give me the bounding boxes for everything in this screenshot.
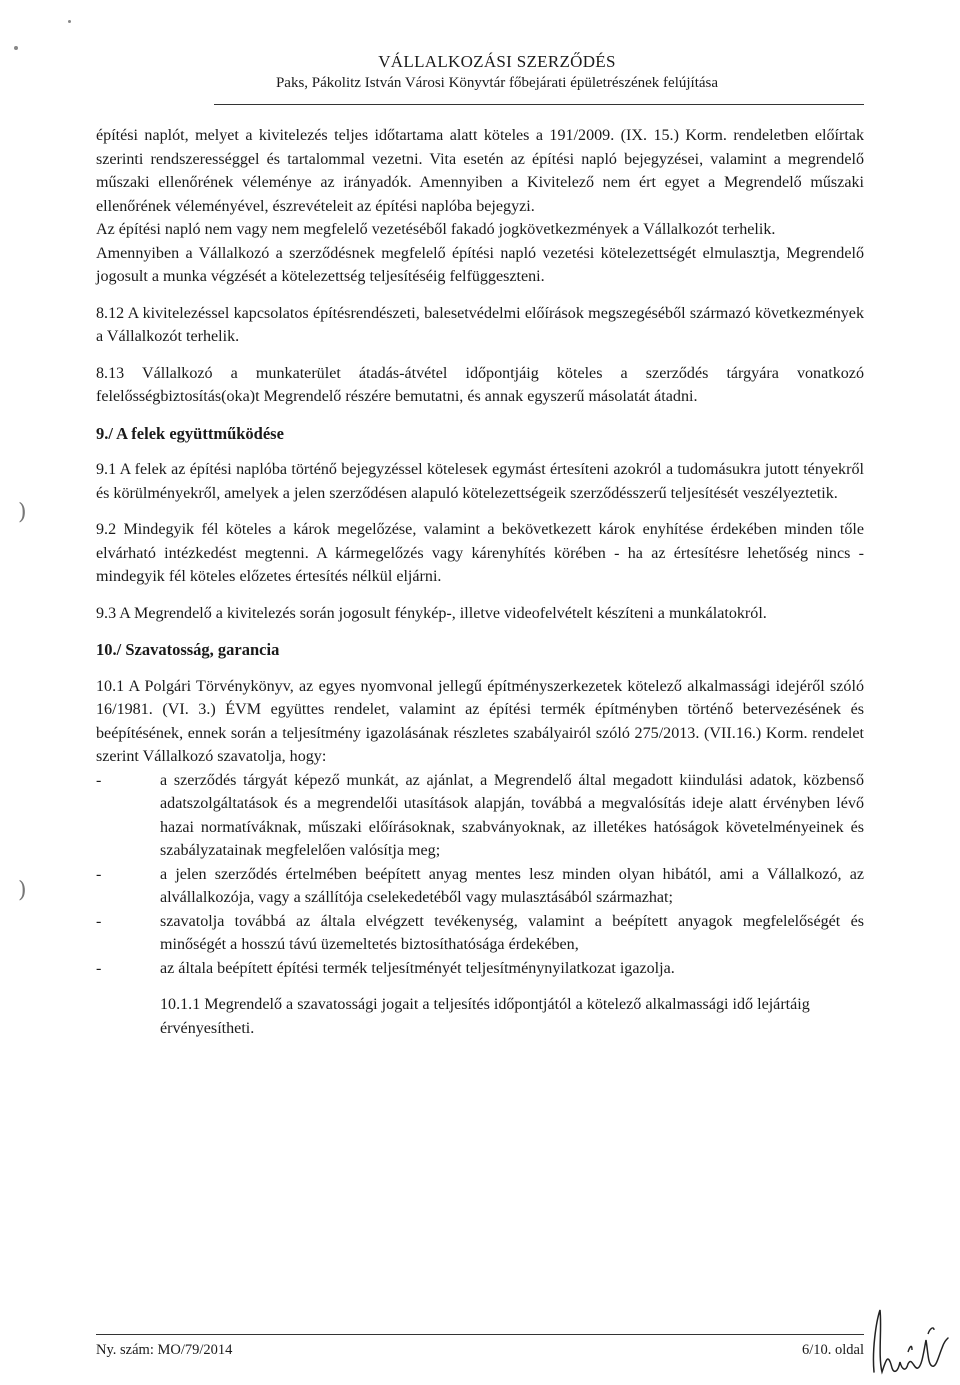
list-item-text: szavatolja továbbá az általa elvégzett tevékenység, valamint a beépített anyagok megfelelőségét és minőségét a hosszú távú üzemeltetés biztosíthatósága érdekében, <box>160 912 864 953</box>
list-item <box>96 910 864 957</box>
list-dash: - <box>96 912 102 930</box>
list-item-text: a jelen szerződés értelmében beépített anyag mentes lesz minden olyan hibától, ami a Vállalkozó, az alvállalkozója, vagy a szállítója cselekedetéből vagy mulasztásából származhat; <box>160 865 864 906</box>
list-item <box>96 863 864 910</box>
clause-10-1-1: 10.1.1 Megrendelő a szavatossági jogait a teljesítés időpontjától a kötelező alkalmassági idő lejártáig érvényesítheti. <box>160 996 810 1037</box>
warranty-list <box>96 769 864 981</box>
document-header <box>0 52 960 93</box>
clause-9-1: 9.1 A felek az építési naplóba történő bejegyzéssel kötelesek egymást értesíteni azokról a tudomásukra jutott tényekről és körülményekről, amelyek a jelen szerződésen alapuló kötelezettségeik szerződésszerű teljesítését veszélyeztetik. <box>96 461 864 502</box>
list-item <box>96 957 864 981</box>
clause-9-2: 9.2 Mindegyik fél köteles a károk megelőzése, valamint a bekövetkezett károk enyhítése érdekében minden tőle elvárható intézkedést megtenni. A kármegelőzés vagy kárenyhítés körében - ha az értesítésre lehetőség nincs - mindegyik fél köteles előzetes értesítés nélkül eljárni. <box>96 521 864 585</box>
list-dash: - <box>96 771 102 789</box>
document-body <box>96 124 864 1040</box>
clause-10-1: 10.1 A Polgári Törvénykönyv, az egyes nyomvonal jellegű építményszerkezetek kötelező alkalmassági idejéről szóló 16/1981. (VI. 3.) ÉVM együttes rendelet, valamint az építési termék építményben történő betervezésének és beépítésének, ennek során a teljesítmény igazolásának részletes szabályairól szóló 275/2013. (VII.16.) Korm. rendelet szerint Vállalkozó szavatolja, hogy: <box>96 677 864 765</box>
list-item-text: a szerződés tárgyát képező munkát, az ajánlat, a Megrendelő által megadott kiindulási adatok, közbenső adatszolgáltatások és a megrendelői utasítások alapján, továbbá a megvalósítás ideje alatt érvényben lévő hazai normatíváknak, műszaki előírásoknak, szabványoknak, az illetékes hatóságok követelményeinek és szabályzatainak megfelelően valósítja meg; <box>160 771 864 859</box>
scan-dot <box>14 46 18 50</box>
document-number: Ny. szám: MO/79/2014 <box>96 1342 233 1358</box>
clause-8-12: 8.12 A kivitelezéssel kapcsolatos építésrendészeti, balesetvédelmi előírások megszegéséből származó következmények a Vállalkozót terhelik. <box>96 304 864 345</box>
handwritten-signature <box>868 1300 952 1380</box>
document-subtitle: Paks, Pákolitz István Városi Könyvtár főbejárati épületrészének felújítása <box>275 75 719 91</box>
punch-hole-mark: ) <box>18 878 27 903</box>
paragraph-log-suspension: Amennyiben a Vállalkozó a szerződésnek megfelelő építési napló vezetési kötelezettségét elmulasztja, Megrendelő jogosult a munka végzését a kötelezettség teljesítéséig felfüggeszteni. <box>96 244 864 285</box>
header-divider <box>214 104 864 105</box>
section-heading-10: 10./ Szavatosság, garancia <box>96 640 280 659</box>
punch-hole-mark: ) <box>18 500 27 525</box>
page-number: 6/10. oldal <box>801 1342 864 1358</box>
document-title: VÁLLALKOZÁSI SZERZŐDÉS <box>378 52 616 71</box>
footer-divider <box>96 1334 864 1335</box>
clause-8-13: 8.13 Vállalkozó a munkaterület átadás-átvétel időpontjáig köteles a szerződés tárgyára vonatkozó felelősségbiztosítás(oka)t Megrendelő részére bemutatni, és annak egyszerű másolatát átadni. <box>96 364 864 405</box>
list-item <box>96 769 864 863</box>
list-dash: - <box>96 959 102 977</box>
list-item-text: az általa beépített építési termék teljesítményét teljesítménynyilatkozat igazolja. <box>160 959 675 977</box>
scan-dot <box>68 20 71 23</box>
section-heading-9: 9./ A felek együttműködése <box>96 423 284 443</box>
list-dash: - <box>96 865 102 883</box>
clause-9-3: 9.3 A Megrendelő a kivitelezés során jogosult fénykép-, illetve videofelvételt készíteni a munkálatokról. <box>96 604 767 622</box>
paragraph-construction-log: építési naplót, melyet a kivitelezés teljes időtartama alatt köteles a 191/2009. (IX. 15.) Korm. rendeletben előírtak szerinti rendszerességgel és tartalommal vezetni. Vita esetén az építési napló bejegyzései, valamint a megrendelő műszaki ellenőrének véleménye az irányadók. Amennyiben a Kivitelező nem ért egyet a Megrendelő műszaki ellenőrének véleményével, észrevételeit az építési naplóba bejegyzi. <box>96 127 864 215</box>
paragraph-log-consequences: Az építési napló nem vagy nem megfelelő vezetéséből fakadó jogkövetkezmények a Vállalkozót terhelik. <box>96 221 776 238</box>
